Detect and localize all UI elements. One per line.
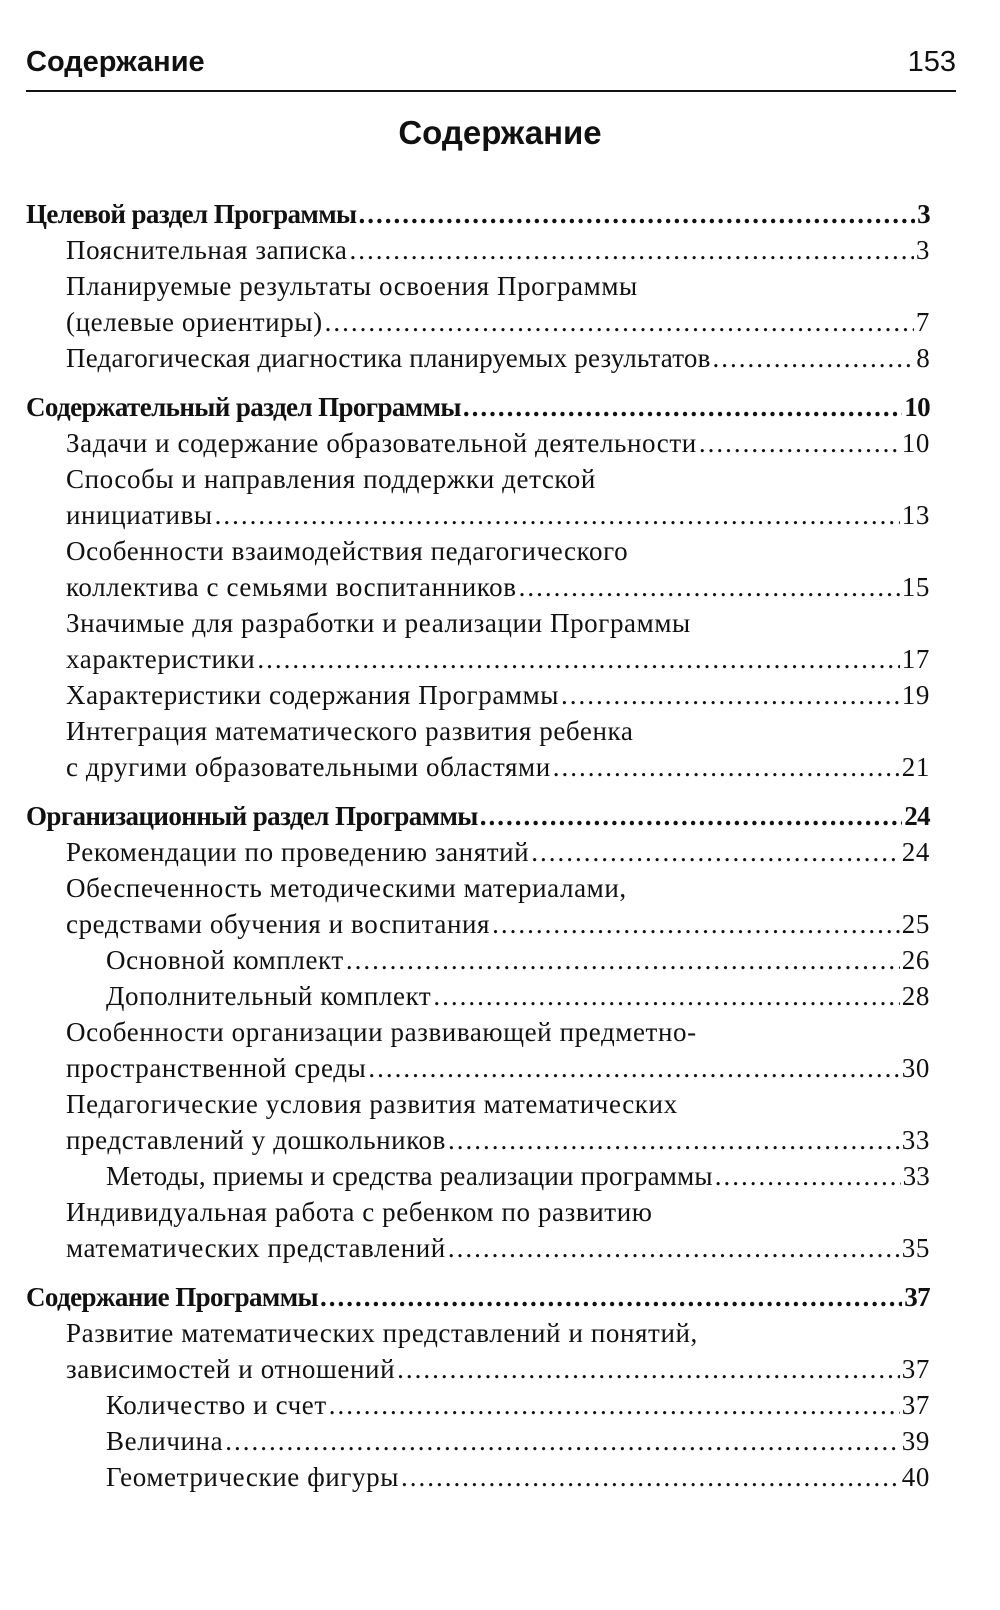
toc-page-number: 33: [901, 1125, 930, 1155]
toc-subentry[interactable]: [26, 978, 930, 1014]
toc-entry-title: Значимые для разработки и реализации Программы: [66, 608, 691, 638]
toc-entry-line1[interactable]: [26, 1086, 930, 1122]
dot-leader: [359, 196, 916, 232]
toc-page-number: 10: [904, 392, 930, 422]
toc-entry[interactable]: [26, 641, 930, 677]
toc-entry[interactable]: [26, 834, 930, 870]
toc-entry-title: Особенности организации развивающей предметно-: [66, 1017, 697, 1047]
toc-entry[interactable]: [26, 340, 930, 376]
toc-entry[interactable]: [26, 1230, 930, 1266]
toc-page-number: 7: [915, 307, 930, 337]
toc-entry-title: Интеграция математического развития ребенка: [66, 716, 634, 746]
toc-page-number: 13: [901, 500, 930, 530]
toc-entry-line1[interactable]: [26, 1194, 930, 1230]
toc-page-number: 37: [901, 1354, 930, 1384]
toc-entry-title-cont: пространственной среды: [66, 1053, 367, 1083]
toc-entry-title: Педагогическая диагностика планируемых результатов: [66, 343, 711, 373]
dot-leader: [215, 497, 900, 533]
toc-entry[interactable]: [26, 1050, 930, 1086]
toc-subentry[interactable]: [26, 1423, 930, 1459]
dot-leader: [448, 1230, 900, 1266]
dot-leader: [346, 942, 900, 978]
toc-entry-title: Количество и счет: [106, 1390, 327, 1420]
toc-page-number: 3: [917, 199, 930, 229]
toc-section-heading[interactable]: [26, 798, 930, 834]
toc-entry[interactable]: [26, 1122, 930, 1158]
toc-entry-line1[interactable]: [26, 1014, 930, 1050]
toc-section-organizational: [26, 798, 930, 1266]
toc-section-title: Содержательный раздел Программы: [26, 392, 461, 422]
toc-page-number: 37: [901, 1390, 930, 1420]
toc-entry-title-cont: коллектива с семьями воспитанников: [66, 572, 517, 602]
dot-leader: [519, 569, 900, 605]
toc-entry[interactable]: [26, 749, 930, 785]
toc-entry-line1[interactable]: [26, 605, 930, 641]
toc-entry[interactable]: [26, 497, 930, 533]
toc-subentry[interactable]: [26, 1158, 930, 1194]
dot-leader: [225, 1423, 900, 1459]
toc-section-title: Целевой раздел Программы: [26, 199, 357, 229]
toc-subentry[interactable]: [26, 942, 930, 978]
toc-entry-title: Рекомендации по проведению занятий: [66, 837, 530, 867]
toc-entry-title: Дополнительный комплект: [106, 981, 432, 1011]
toc-entry-title: Планируемые результаты освоения Программы: [66, 271, 638, 301]
toc-entry-line1[interactable]: [26, 461, 930, 497]
toc-section-target: [26, 196, 930, 376]
table-of-contents: [26, 196, 930, 1508]
toc-section-heading[interactable]: [26, 389, 930, 425]
toc-page-number: 15: [901, 572, 930, 602]
toc-entry-line1[interactable]: [26, 1315, 930, 1351]
toc-entry-title: Задачи и содержание образовательной деятельности: [66, 428, 697, 458]
dot-leader: [329, 1387, 900, 1423]
toc-entry-title-cont: (целевые ориентиры): [66, 307, 323, 337]
toc-page-number: 8: [916, 343, 930, 373]
toc-entry-title-cont: инициативы: [66, 500, 213, 530]
toc-page-number: 37: [904, 1282, 930, 1312]
toc-entry-title-cont: характеристики: [66, 644, 256, 674]
page-title: Содержание: [398, 114, 602, 151]
dot-leader: [699, 425, 900, 461]
toc-entry-title: Педагогические условия развития математических: [66, 1089, 678, 1119]
toc-entry-title-cont: математических представлений: [66, 1233, 446, 1263]
toc-entry[interactable]: [26, 906, 930, 942]
dot-leader: [561, 677, 900, 713]
toc-subentry[interactable]: [26, 1387, 930, 1423]
page-number: 153: [907, 46, 956, 78]
dot-leader: [320, 1279, 902, 1315]
toc-section-title: Организационный раздел Программы: [26, 801, 478, 831]
toc-entry-line1[interactable]: [26, 533, 930, 569]
toc-entry-title-cont: представлений у дошкольников: [66, 1125, 447, 1155]
toc-entry[interactable]: [26, 677, 930, 713]
toc-entry-title-cont: с другими образовательными областями: [66, 752, 551, 782]
running-title: Содержание: [26, 46, 205, 78]
toc-entry-title: Развитие математических представлений и понятий,: [66, 1318, 698, 1348]
dot-leader: [368, 1050, 899, 1086]
toc-page-number: 30: [901, 1053, 930, 1083]
dot-leader: [349, 232, 913, 268]
dot-leader: [463, 389, 902, 425]
toc-section-heading[interactable]: [26, 1279, 930, 1315]
toc-entry-title: Геометрические фигуры: [106, 1462, 399, 1492]
dot-leader: [531, 834, 900, 870]
toc-entry[interactable]: [26, 1351, 930, 1387]
toc-subentry[interactable]: [26, 1459, 930, 1495]
dot-leader: [325, 304, 914, 340]
dot-leader: [401, 1459, 900, 1495]
toc-entry[interactable]: [26, 569, 930, 605]
dot-leader: [715, 1158, 901, 1194]
toc-entry-title: Методы, приемы и средства реализации программы: [106, 1161, 713, 1191]
dot-leader: [448, 1122, 900, 1158]
dot-leader: [257, 641, 899, 677]
toc-page-number: 3: [915, 235, 930, 265]
toc-page-number: 10: [901, 428, 930, 458]
dot-leader: [492, 906, 900, 942]
dot-leader: [713, 340, 915, 376]
toc-entry-title: Способы и направления поддержки детской: [66, 464, 596, 494]
toc-entry-title: Пояснительная записка: [66, 235, 348, 265]
dot-leader: [397, 1351, 900, 1387]
toc-entry-title: Индивидуальная работа с ребенком по развитию: [66, 1197, 653, 1227]
toc-entry-line1[interactable]: [26, 870, 930, 906]
toc-page-number: 28: [901, 981, 930, 1011]
toc-page-number: 33: [902, 1161, 930, 1191]
toc-entry-line1[interactable]: [26, 713, 930, 749]
toc-entry-title: Характеристики содержания Программы: [66, 680, 560, 710]
toc-section-program-content: [26, 1279, 930, 1495]
toc-page-number: 17: [901, 644, 930, 674]
toc-page-number: 24: [901, 837, 930, 867]
dot-leader: [480, 798, 902, 834]
toc-page-number: 39: [901, 1426, 930, 1456]
toc-entry-title: Особенности взаимодействия педагогического: [66, 536, 629, 566]
toc-entry-line1[interactable]: [26, 268, 930, 304]
toc-entry[interactable]: [26, 425, 930, 461]
toc-section-heading[interactable]: [26, 196, 930, 232]
toc-page-number: 35: [901, 1233, 930, 1263]
toc-page-number: 21: [901, 752, 930, 782]
toc-entry-title: Основной комплект: [106, 945, 344, 975]
toc-entry-title-cont: средствами обучения и воспитания: [66, 909, 491, 939]
toc-entry[interactable]: [26, 232, 930, 268]
toc-page-number: 25: [901, 909, 930, 939]
toc-section-title: Содержание Программы: [26, 1282, 318, 1312]
toc-page-number: 24: [904, 801, 930, 831]
toc-entry-title: Обеспеченность методическими материалами,: [66, 873, 627, 903]
toc-entry[interactable]: [26, 304, 930, 340]
toc-page-number: 40: [901, 1462, 930, 1492]
toc-page-number: 26: [901, 945, 930, 975]
toc-page-number: 19: [901, 680, 930, 710]
running-header: [26, 44, 956, 92]
dot-leader: [553, 749, 900, 785]
toc-entry-title-cont: зависимостей и отношений: [66, 1354, 396, 1384]
toc-section-content: [26, 389, 930, 785]
dot-leader: [433, 978, 899, 1014]
toc-entry-title: Величина: [106, 1426, 224, 1456]
